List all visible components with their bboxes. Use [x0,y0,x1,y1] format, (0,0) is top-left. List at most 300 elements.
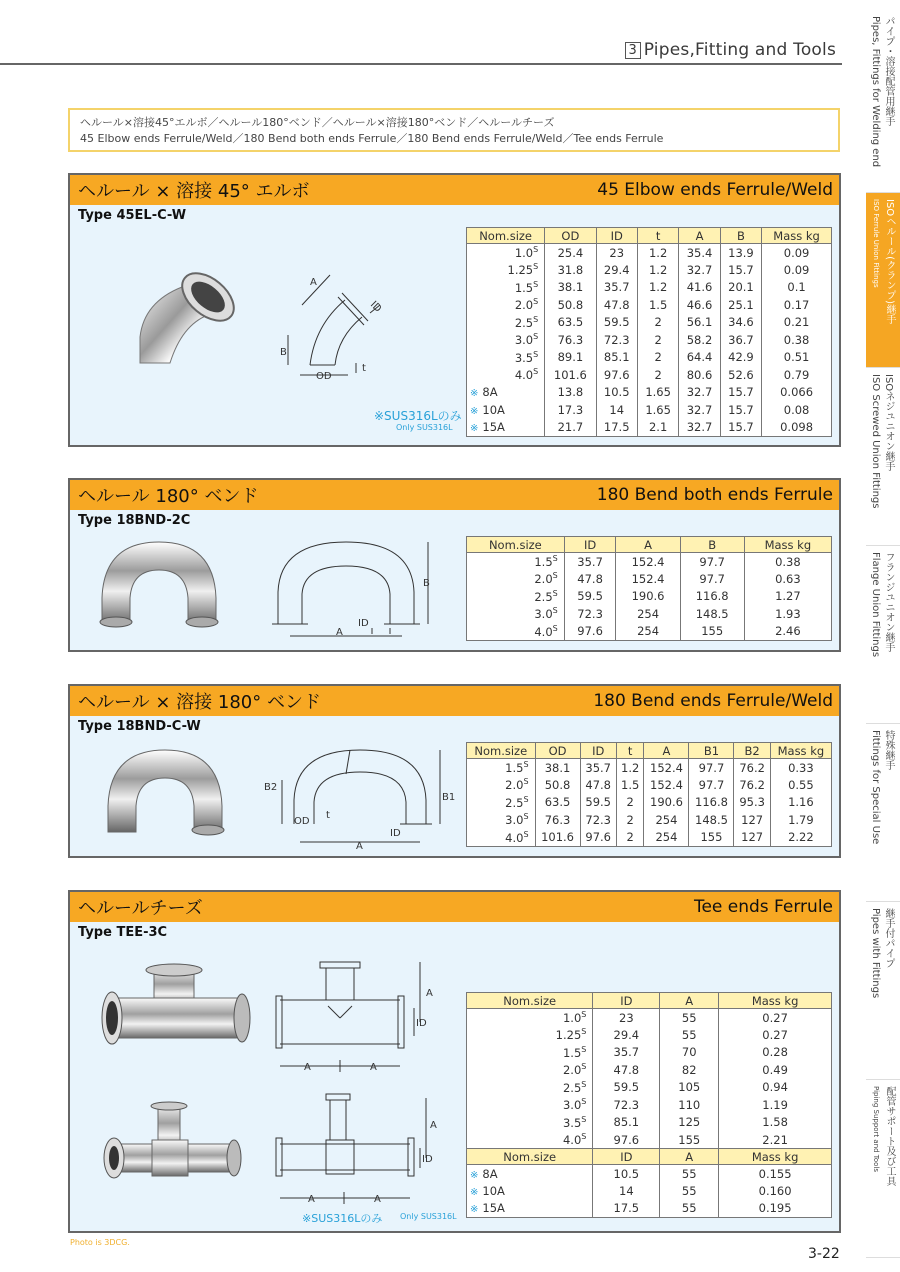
table-row [467,1182,832,1200]
nom-size-cell [467,1096,593,1114]
nom-size-cell [467,623,565,641]
column-header: Mass kg [719,1149,832,1165]
table-cell: 254 [644,811,689,829]
chapter-title [625,40,836,60]
sus316l-note-en: Only SUS316L [396,423,453,432]
sidebar-tab-special-fittings[interactable]: 特殊継手 Fittings for Special Use [866,724,900,902]
column-header: t [616,743,644,759]
table-cell: 1.58 [719,1114,832,1132]
spec-table-tee [466,992,832,1218]
sus316l-note-jp: ※SUS316Lのみ [302,1212,383,1225]
column-header: A [660,993,719,1009]
type-code: Type 18BND-2C [78,513,191,528]
table-cell: 0.51 [762,349,832,367]
table-cell: 2 [637,331,678,349]
nom-size-cell [467,1044,593,1062]
schedule-sup: S [533,314,539,324]
nom-size-cell [467,1061,593,1079]
sidebar-tab-support-tools[interactable]: 配管サポート及び工具 Piping Support and Tools [866,1080,900,1258]
dim-a-label: A [336,627,343,638]
table-row [467,588,832,606]
dim-t-label: t [326,810,330,821]
table-cell: 32.7 [679,384,720,402]
table-cell: 89.1 [545,349,596,367]
sus316l-mark: ※ [470,388,479,400]
table-cell: 254 [616,605,680,623]
table-row [467,279,832,297]
column-header: ID [564,537,616,553]
nom-size-cell [467,1200,593,1218]
tee-photo-large [96,962,256,1062]
schedule-sup: S [552,554,558,563]
table-cell: 0.55 [770,776,831,794]
elbow-45-drawing [280,265,390,390]
sidebar-tab-ferrule-fittings[interactable]: ISOヘルール(クランプ)継手 ISO Ferrule Union Fittings [866,193,900,368]
dim-id-label: ID [416,1018,427,1029]
table-cell: 46.6 [679,296,720,314]
schedule-sup: S [533,245,539,254]
dim-a-label: A [310,277,317,288]
table-cell: 55 [660,1200,719,1218]
table-cell: 155 [680,623,744,641]
column-header: A [616,537,680,553]
table-cell: 14 [593,1182,660,1200]
table-cell: 50.8 [545,296,596,314]
table-cell: 0.17 [762,296,832,314]
chapter-title-text: Pipes,Fitting and Tools [643,40,836,60]
table-cell: 190.6 [644,794,689,812]
table-cell: 0.38 [744,553,831,571]
table-cell: 15.7 [720,384,761,402]
dim-a-label: A [426,988,433,999]
table-row [467,1044,832,1062]
dim-id-label: ID [422,1154,433,1165]
nom-size-cell [467,296,545,314]
table-cell: 10.5 [596,384,637,402]
table-cell: 38.1 [545,279,596,297]
table-cell: 63.5 [545,314,596,332]
nom-size-value: 4.0 [534,624,553,639]
table-cell: 0.33 [770,759,831,777]
schedule-sup: S [533,297,539,307]
schedule-sup: S [523,794,529,804]
schedule-sup: S [533,349,539,359]
column-header: Nom.size [467,993,593,1009]
schedule-sup: S [581,1010,587,1019]
nom-size-cell [467,759,536,777]
section-title-jp: ヘルール 180° ベンド [78,486,259,507]
table-cell: 97.7 [689,776,734,794]
nom-size-value: 4.0 [505,830,524,845]
table-cell: 0.160 [719,1182,832,1200]
nom-size-value: 1.5 [534,555,553,569]
section-title-en: 180 Bend ends Ferrule/Weld [593,691,833,711]
table-cell: 116.8 [680,588,744,606]
nom-size-value: 2.0 [514,298,534,313]
table-row [467,605,832,623]
tee-photo-small [96,1100,246,1190]
table-cell: 1.65 [637,384,678,402]
type-code: Type 18BND-C-W [78,719,201,734]
column-header: ID [593,1149,660,1165]
table-cell: 35.7 [564,553,616,571]
table-header-row [467,228,832,244]
table-cell: 152.4 [644,776,689,794]
table-cell: 13.8 [545,384,596,402]
table-cell: 152.4 [616,553,680,571]
table-cell: 1.5 [637,296,678,314]
nom-size-value: 4.0 [562,1133,582,1147]
spec-table-180-bend-2c [466,536,832,641]
table-row [467,366,832,384]
table-cell: 0.79 [762,366,832,384]
table-row [467,1165,832,1183]
table-cell: 55 [660,1009,719,1027]
table-cell: 0.155 [719,1165,832,1183]
table-cell: 0.63 [744,570,831,588]
section-180-bend-2c [68,478,841,652]
schedule-sup: S [523,777,529,787]
nom-size-value: 15A [482,1201,505,1215]
nom-size-cell [467,384,545,402]
nom-size-cell [467,261,545,279]
sidebar-tab-welding-fittings[interactable]: パイプ・溶接配管用継手 Pipes, Fittings for Welding end [866,10,900,193]
table-cell: 110 [660,1096,719,1114]
table-row [467,1200,832,1218]
table-cell: 155 [689,829,734,847]
table-row [467,331,832,349]
nom-size-value: 4.0 [514,368,534,383]
table-cell: 2.46 [744,623,831,641]
table-cell: 31.8 [545,261,596,279]
nom-size-value: 8A [482,385,498,400]
table-cell: 47.8 [564,570,616,588]
nom-size-value: 2.0 [562,1063,582,1078]
dim-a-label: A [370,1062,377,1073]
table-cell: 85.1 [596,349,637,367]
dim-b1-label: B1 [442,792,456,803]
table-cell: 25.1 [720,296,761,314]
table-cell: 1.65 [637,401,678,419]
table-cell: 254 [616,623,680,641]
sus316l-mark: ※ [470,1204,479,1215]
schedule-sup: S [581,1079,587,1089]
nom-size-value: 2.5 [562,1080,582,1095]
table-row [467,1061,832,1079]
schedule-sup: S [533,262,539,272]
schedule-sup: S [552,571,558,581]
table-cell: 35.7 [596,279,637,297]
table-cell: 148.5 [689,811,734,829]
table-cell: 41.6 [679,279,720,297]
section-title-en: 45 Elbow ends Ferrule/Weld [597,180,833,200]
sidebar-tab-pipes-with-fittings[interactable]: 継手付パイプ Pipes with Fittings [866,902,900,1080]
type-code: Type 45EL-C-W [78,208,187,223]
table-cell: 23 [596,244,637,262]
section-45-elbow [68,173,841,447]
table-row [467,794,832,812]
dim-id-label: ID [358,618,369,629]
table-cell: 0.27 [719,1009,832,1027]
table-cell: 0.49 [719,1061,832,1079]
nom-size-value: 3.0 [505,813,524,828]
table-cell: 0.195 [719,1200,832,1218]
column-header: B [720,228,761,244]
table-cell: 0.08 [762,401,832,419]
dim-b-label: B [423,578,430,589]
nom-size-cell [467,1009,593,1027]
page-number: 3-22 [808,1246,840,1262]
table-cell: 35.7 [593,1044,660,1062]
table-cell: 29.4 [596,261,637,279]
nom-size-cell [467,331,545,349]
table-cell: 76.3 [545,331,596,349]
table-row [467,1114,832,1132]
table-row [467,314,832,332]
table-cell: 17.3 [545,401,596,419]
nom-size-cell [467,314,545,332]
table-cell: 29.4 [593,1026,660,1044]
table-cell: 32.7 [679,401,720,419]
schedule-sup: S [581,1044,587,1054]
nom-size-cell [467,588,565,606]
table-cell: 97.7 [680,570,744,588]
nom-size-cell [467,401,545,419]
table-header-row [467,743,832,759]
table-cell: 52.6 [720,366,761,384]
table-cell: 15.7 [720,261,761,279]
section-header [70,892,839,922]
nom-size-value: 2.0 [534,572,553,587]
schedule-sup: S [552,588,558,598]
table-row [467,244,832,262]
spec-table-45-elbow [466,227,832,437]
column-header: Mass kg [744,537,831,553]
schedule-sup: S [581,1027,587,1037]
column-header: t [637,228,678,244]
section-180-bend-cw [68,684,841,858]
nom-size-value: 1.5 [562,1045,582,1060]
table-cell: 59.5 [564,588,616,606]
table-cell: 55 [660,1165,719,1183]
column-header: OD [535,743,580,759]
chapter-sidebar [866,10,900,1260]
column-header: B [680,537,744,553]
table-cell: 254 [644,829,689,847]
table-cell: 97.6 [596,366,637,384]
nom-size-value: 15A [482,420,505,434]
nom-size-cell [467,605,565,623]
table-row [467,1079,832,1097]
dim-b2-label: B2 [264,782,278,793]
table-cell: 35.4 [679,244,720,262]
schedule-sup: S [552,623,558,633]
table-row [467,623,832,641]
nom-size-value: 2.5 [514,315,534,330]
table-row [467,570,832,588]
table-cell: 23 [593,1009,660,1027]
section-header [70,686,839,716]
table-cell: 59.5 [596,314,637,332]
column-header: A [679,228,720,244]
table-subheader-row [467,1149,832,1165]
nom-size-value: 3.0 [514,333,534,348]
table-cell: 15.7 [720,401,761,419]
table-row [467,1096,832,1114]
nom-size-value: 3.0 [562,1098,582,1113]
table-cell: 2.21 [719,1131,832,1149]
table-cell: 21.7 [545,419,596,437]
table-cell: 0.27 [719,1026,832,1044]
table-cell: 1.2 [637,261,678,279]
section-tee [68,890,841,1233]
schedule-sup: S [533,279,539,289]
column-header: Nom.size [467,743,536,759]
table-cell: 127 [734,811,770,829]
dim-a-label: A [430,1120,437,1131]
table-row [467,776,832,794]
table-cell: 148.5 [680,605,744,623]
table-cell: 63.5 [535,794,580,812]
table-cell: 17.5 [593,1200,660,1218]
table-cell: 1.93 [744,605,831,623]
nom-size-value: 1.0 [514,246,534,260]
nom-size-value: 1.5 [514,280,534,295]
table-cell: 152.4 [616,570,680,588]
table-cell: 125 [660,1114,719,1132]
schedule-sup: S [581,1114,587,1124]
table-row [467,759,832,777]
table-cell: 97.6 [580,829,616,847]
nom-size-cell [467,570,565,588]
nom-size-value: 1.5 [505,761,524,775]
dim-od-label: OD [316,371,332,382]
table-cell: 152.4 [644,759,689,777]
table-cell: 15.7 [720,419,761,437]
sidebar-tab-screwed-fittings[interactable]: ISOネジユニオン継手 ISO Screwed Union Fittings [866,368,900,546]
table-row [467,419,832,437]
table-cell: 56.1 [679,314,720,332]
nom-size-cell [467,279,545,297]
table-cell: 2.22 [770,829,831,847]
table-cell: 1.19 [719,1096,832,1114]
nom-size-value: 8A [482,1166,498,1181]
table-cell: 0.21 [762,314,832,332]
dim-a-label: A [304,1062,311,1073]
table-cell: 2 [637,314,678,332]
sidebar-tab-flange-fittings[interactable]: フランジユニオン継手 Flange Union Fittings [866,546,900,724]
table-cell: 70 [660,1044,719,1062]
sus316l-mark: ※ [470,423,479,434]
table-cell: 85.1 [593,1114,660,1132]
section-header [70,480,839,510]
table-cell: 59.5 [580,794,616,812]
table-cell: 32.7 [679,261,720,279]
table-cell: 17.5 [596,419,637,437]
table-cell: 2.1 [637,419,678,437]
sus316l-mark: ※ [470,1186,479,1198]
nom-size-value: 2.5 [505,795,524,810]
bend-180-cw-drawing [260,740,456,852]
nom-size-cell [467,1182,593,1200]
column-header: ID [580,743,616,759]
schedule-sup: S [533,332,539,342]
column-header: Mass kg [770,743,831,759]
nom-size-cell [467,419,545,437]
table-cell: 58.2 [679,331,720,349]
table-cell: 36.7 [720,331,761,349]
table-row [467,1026,832,1044]
dim-od-label: OD [294,816,310,827]
table-cell: 25.4 [545,244,596,262]
table-cell: 76.3 [535,811,580,829]
table-row [467,829,832,847]
table-cell: 72.3 [580,811,616,829]
section-title-en: Tee ends Ferrule [693,897,833,917]
table-cell: 97.6 [564,623,616,641]
column-header: Mass kg [719,993,832,1009]
section-title-jp: ヘルール × 溶接 45° エルボ [78,181,310,202]
nom-size-value: 1.25 [507,263,534,278]
dim-id-label: ID [367,299,384,315]
table-cell: 127 [734,829,770,847]
bend-180-photo [94,538,224,628]
dim-a-label: A [356,841,363,852]
table-cell: 97.6 [593,1131,660,1149]
nom-size-value: 10A [482,402,505,417]
table-cell: 47.8 [596,296,637,314]
bend-180-drawing [266,532,441,644]
table-cell: 20.1 [720,279,761,297]
schedule-sup: S [552,606,558,616]
section-title-en: 180 Bend both ends Ferrule [596,485,833,505]
table-cell: 95.3 [734,794,770,812]
table-row [467,1009,832,1027]
nom-size-value: 3.5 [514,350,534,365]
table-cell: 2 [637,349,678,367]
table-cell: 42.9 [720,349,761,367]
table-cell: 1.27 [744,588,831,606]
elbow-45-photo [130,267,240,367]
table-header-row [467,993,832,1009]
table-cell: 82 [660,1061,719,1079]
table-cell: 32.7 [679,419,720,437]
table-cell: 34.6 [720,314,761,332]
table-cell: 1.5 [616,776,644,794]
column-header: Mass kg [762,228,832,244]
nom-size-value: 1.25 [555,1028,582,1043]
table-cell: 155 [660,1131,719,1149]
intro-en: 45 Elbow ends Ferrule/Weld／180 Bend both ends Ferrule／180 Bend ends Ferrule/Weld／Tee ends Ferrule [80,132,664,145]
nom-size-cell [467,829,536,847]
intro-box [68,108,840,152]
table-cell: 76.2 [734,759,770,777]
column-header: Nom.size [467,1149,593,1165]
nom-size-cell [467,1026,593,1044]
nom-size-value: 2.0 [505,778,524,793]
schedule-sup: S [581,1062,587,1072]
schedule-sup: S [523,812,529,822]
table-cell: 14 [596,401,637,419]
table-cell: 47.8 [593,1061,660,1079]
table-cell: 0.94 [719,1079,832,1097]
nom-size-cell [467,1114,593,1132]
table-cell: 0.098 [762,419,832,437]
table-row [467,401,832,419]
nom-size-cell [467,366,545,384]
table-cell: 97.7 [680,553,744,571]
table-cell: 2 [637,366,678,384]
